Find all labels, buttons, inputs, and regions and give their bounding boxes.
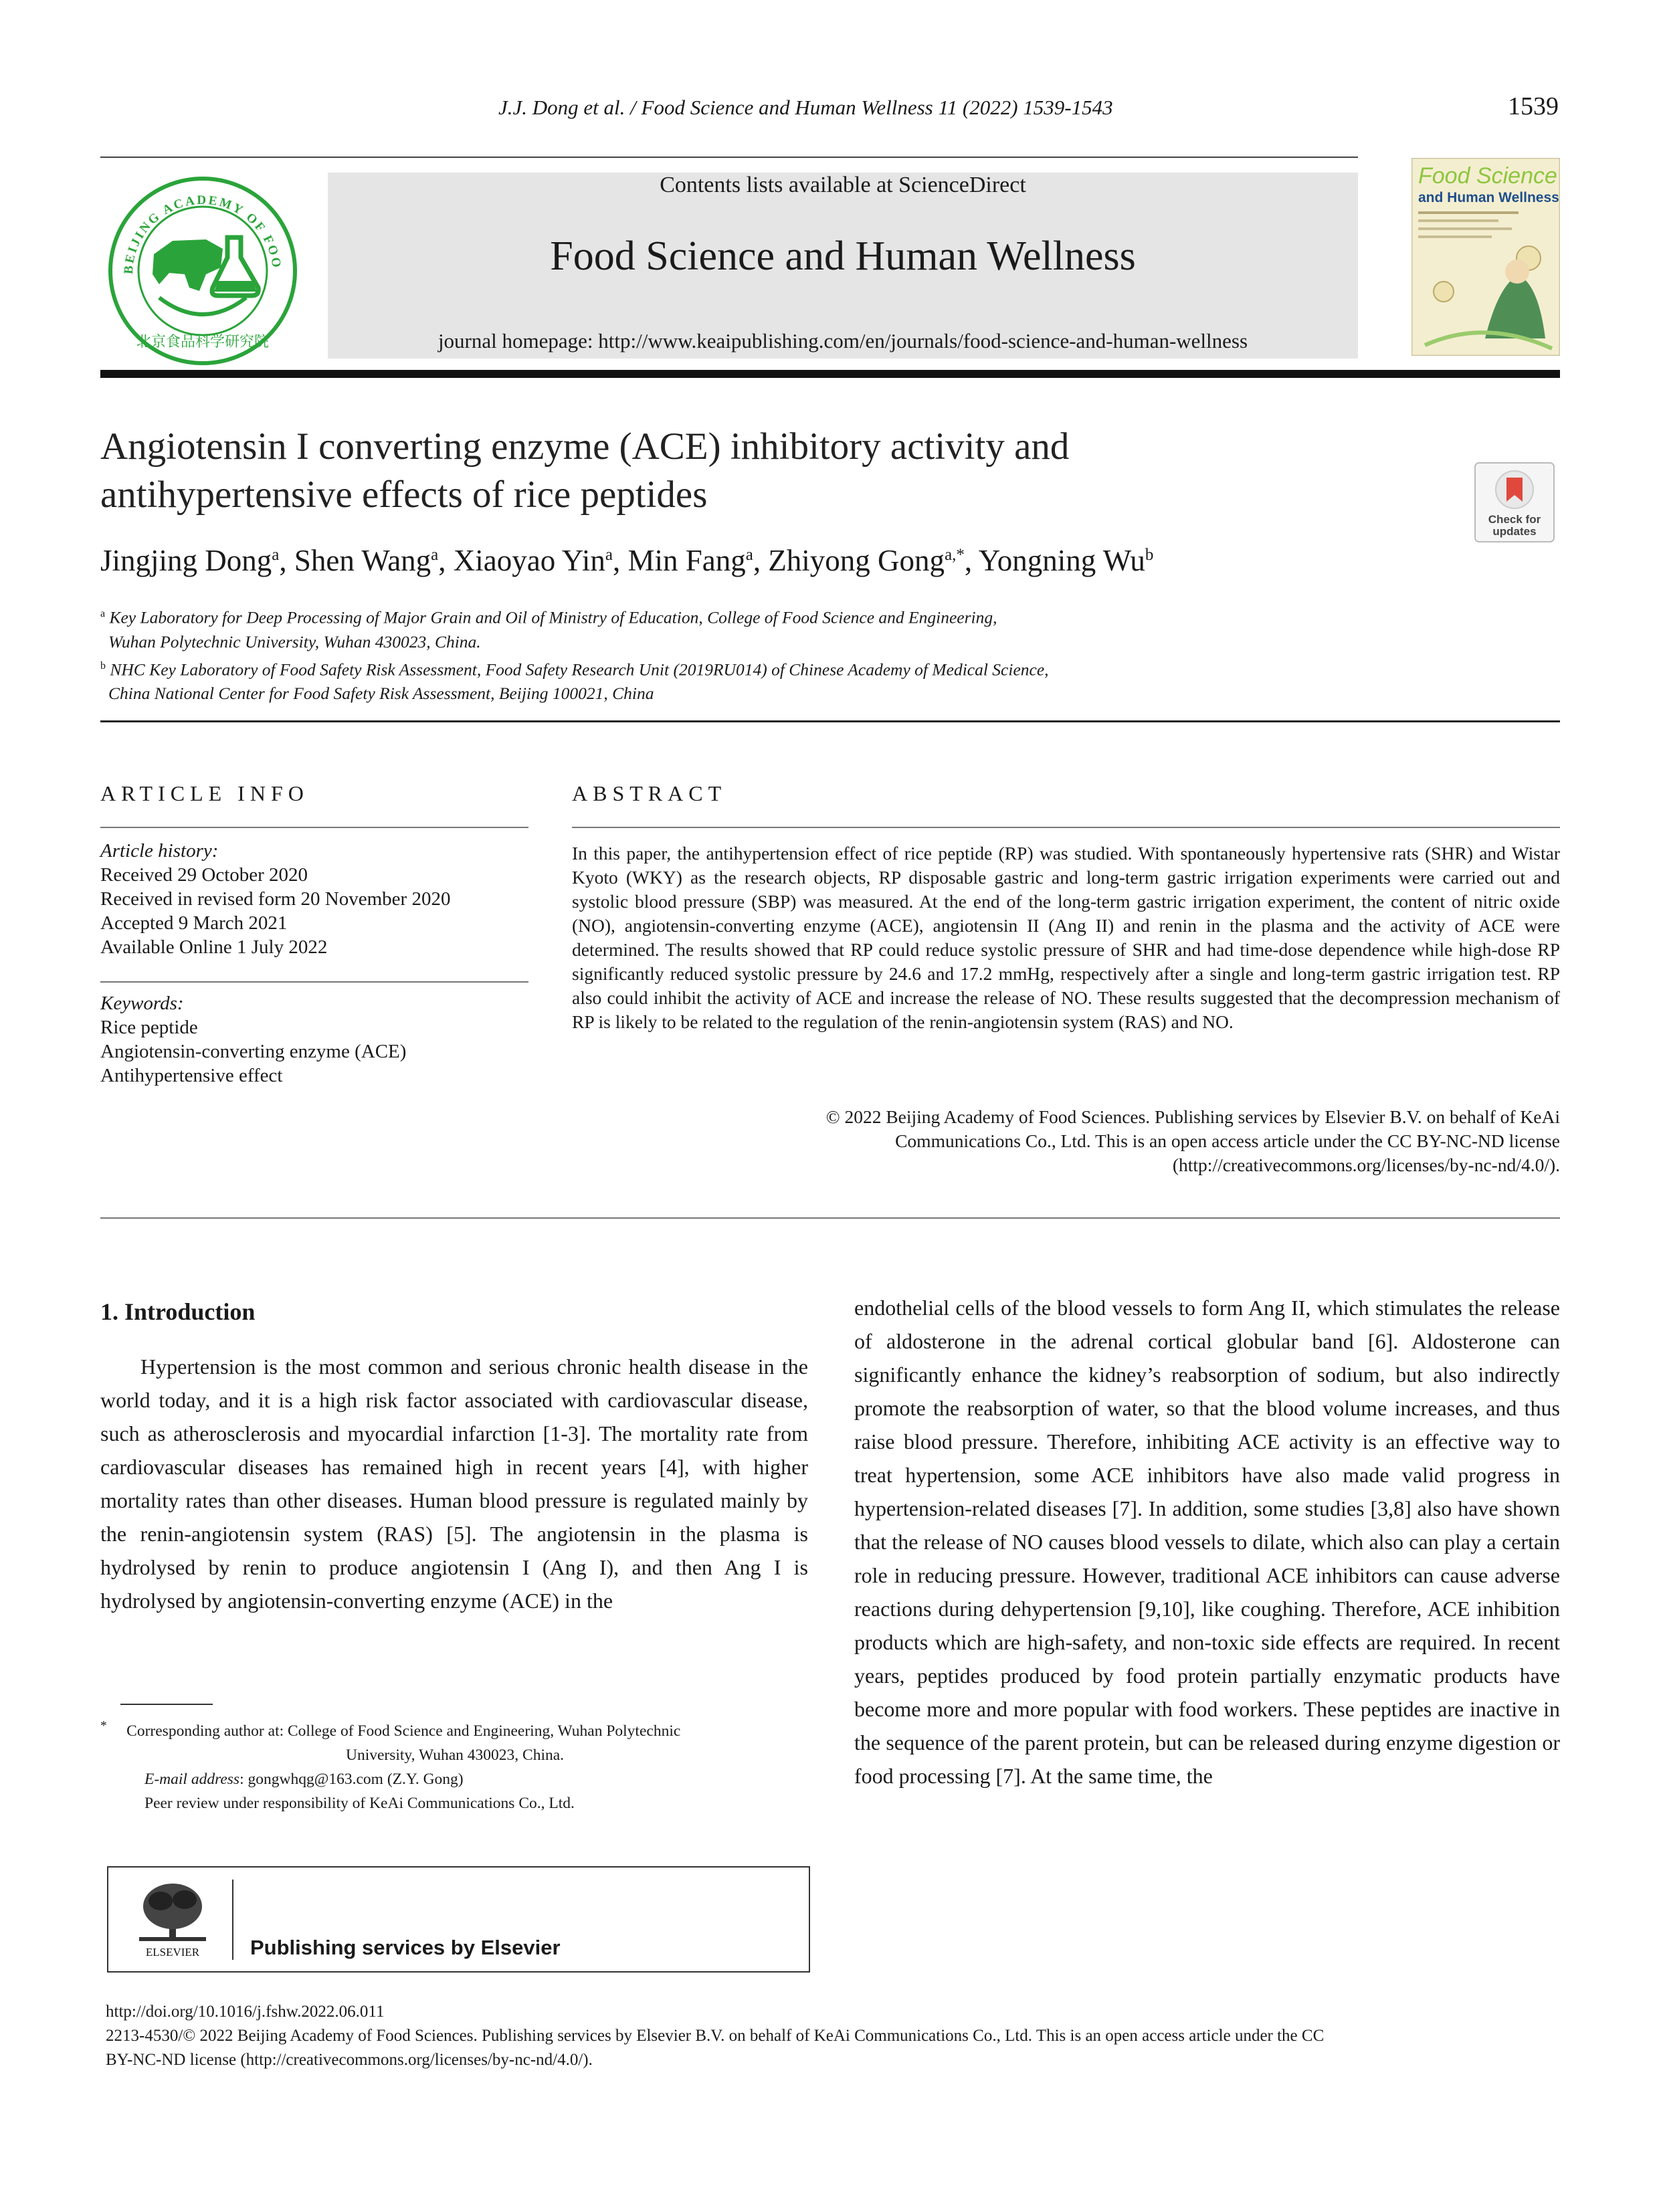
elsevier-wordmark: ELSEVIER <box>145 1946 200 1958</box>
article-title <box>100 423 1371 519</box>
affiliation-rule <box>100 720 1560 722</box>
abstract-text: In this paper, the antihypertension effect of rice peptide (RP) was studied. With spontaneously hypertensive rats (SHR) and Wistar Kyoto (WKY) as the research objects, RP disposable gastric and long-term gastric irrigation experiments were carried out and systolic blood pressure (SBP) was measured. At the end of the long-term gastric irrigation experiment, the content of nitric oxide (NO), angiotensin-converting enzyme (ACE), angiotensin II (Ang II) and renin in the plasma and the activity of ACE were determined. The results showed that RP could reduce systolic pressure of SHR and had time-dose dependence while high-dose RP significantly reduced systolic pressure by 24.6 and 17.2 mmHg, respectively after a single and long-term gastric irrigation test. RP also could inhibit the activity of ACE and increase the release of NO. These results suggested that the decompression mechanism of RP is likely to be related to the regulation of the renin-angiotensin system (RAS) and NO. <box>572 843 1560 1032</box>
affiliation-a: $^a$ Key Laboratory for Deep Processing of Major Grain and Oil of Ministry of Education, College of Food Science and Engineering, <box>100 607 997 627</box>
keyword-item[interactable]: Rice peptide <box>100 1017 198 1038</box>
issn-line-1: 2213-4530/© 2022 Beijing Academy of Food Sciences. Publishing services by Elsevier B.V. on behalf of KeAi Communications Co., Ltd. This is an open access article under the CC <box>106 2027 1325 2045</box>
publishing-services-text: Publishing services by Elsevier <box>250 1936 561 1959</box>
issn-line-2: BY-NC-ND license (http://creativecommons.org/licenses/by-nc-nd/4.0/). <box>106 2051 593 2069</box>
abstract-end-rule <box>100 1217 1560 1219</box>
license-link[interactable]: (http://creativecommons.org/licenses/by-nc-nd/4.0/). <box>1172 1154 1560 1175</box>
history-accepted: Accepted 9 March 2021 <box>100 912 288 934</box>
history-online: Available Online 1 July 2022 <box>100 936 328 958</box>
author[interactable]: Zhiyong Gong$^{a,*}$ <box>768 544 965 577</box>
abstract-rule <box>572 827 1560 828</box>
affiliations <box>100 602 1371 706</box>
page-number: 1539 <box>1508 92 1559 120</box>
introduction-heading: 1. Introduction <box>100 1298 256 1325</box>
journal-homepage-link[interactable]: journal homepage: http://www.keaipublishing.com/en/journals/food-science-and-human-wellness <box>437 329 1248 353</box>
history-revised: Received in revised form 20 November 2020 <box>100 888 451 910</box>
doi-link[interactable]: http://doi.org/10.1016/j.fshw.2022.06.011 <box>106 2003 385 2021</box>
introduction-column-1: Hypertension is the most common and serious chronic health disease in the world today, and it is a high risk factor associated with cardiovascular disease, such as atherosclerosis and myocardial infarction [1-3]. The mortality rate from cardiovascular diseases has remained high in recent years [4], with higher mortality rates than other diseases. Human blood pressure is regulated mainly by the renin-angiotensin system (RAS) [5]. The angiotensin in the plasma is hydrolysed by renin to produce angiotensin I (Ang I), and then Ang I is hydrolysed by angiotensin-converting enzyme (ACE) in the <box>100 1354 808 1613</box>
title-line-1: Angiotensin I converting enzyme (ACE) inhibitory activity and <box>100 425 1070 468</box>
contents-line: Contents lists available at ScienceDirect <box>660 173 1026 197</box>
crossmark-label-1: Check for <box>1488 513 1541 526</box>
author[interactable]: Xiaoyao Yin$^a$ <box>453 544 613 577</box>
info-rule <box>100 827 528 828</box>
header-rule <box>100 157 1358 158</box>
author[interactable]: Shen Wang$^a$ <box>294 544 439 577</box>
peer-review-note: Peer review under responsibility of KeAi Communications Co., Ltd. <box>144 1794 575 1812</box>
author[interactable]: Jingjing Dong$^a$ <box>100 544 280 577</box>
article-info-heading: ARTICLE INFO <box>100 781 309 805</box>
author[interactable]: Yongning Wu$^b$ <box>978 544 1154 577</box>
affiliation-b-line2: China National Center for Food Safety Risk Assessment, Beijing 100021, China <box>108 684 654 703</box>
keywords <box>100 991 528 1088</box>
introduction-column-2: endothelial cells of the blood vessels to form Ang II, which stimulates the release of aldosterone in the adrenal cortical globular band [6]. Aldosterone can significantly enhance the kidney’s reabsorption of sodium, but also indirectly promote the reabsorption of water, so that the blood volume increases, and thus raise blood pressure. Therefore, inhibiting ACE activity is an effective way to treat hypertension, some ACE inhibitors have also made valid progress in hypertension-related diseases [7]. In addition, some studies [3,8] also have shown that the release of NO causes blood vessels to dilate, which also can play a certain role in reducing pressure. However, traditional ACE inhibitors can cause adverse reactions during dehypertension [9,10], like coughing. Therefore, ACE inhibition products which are high-safety, and non-toxic side effects are required. In recent years, peptides produced by food protein partially enzymatic products have become more and more popular with food workers. These peptides are inactive in the sequence of the parent protein, but can be released during enzyme digestion or food processing [7]. At the same time, the <box>854 1296 1560 1788</box>
title-line-2: antihypertensive effects of rice peptides <box>100 474 708 516</box>
author[interactable]: Min Fang$^a$ <box>627 544 753 577</box>
email-line[interactable]: E-mail address: gongwhqg@163.com (Z.Y. Gong) <box>144 1770 464 1788</box>
history-received: Received 29 October 2020 <box>100 864 308 886</box>
journal-masthead <box>328 173 1358 359</box>
seal-ring-text: BEIJING ACADEMY OF FOO <box>121 193 284 275</box>
affiliation-b: $^b$ NHC Key Laboratory of Food Safety Risk Assessment, Food Safety Research Unit (2019RU014) of Chinese Academy of Medical Science, <box>100 660 1049 679</box>
keywords-rule <box>100 981 528 983</box>
running-citation: J.J. Dong et al. / Food Science and Human Wellness 11 (2022) 1539-1543 <box>498 96 1113 119</box>
footnote-rule <box>120 1704 213 1705</box>
journal-title: Food Science and Human Wellness <box>550 233 1136 279</box>
journal-cover-image <box>1411 158 1560 356</box>
cover-title-line2: and Human Wellness <box>1418 190 1559 205</box>
keyword-item[interactable]: Antihypertensive effect <box>100 1065 283 1086</box>
academy-seal-logo <box>106 174 300 368</box>
publisher-divider <box>232 1880 233 1960</box>
running-header <box>100 92 1559 129</box>
affiliation-a-line2: Wuhan Polytechnic University, Wuhan 430023, China. <box>108 631 481 651</box>
article-history <box>100 839 528 959</box>
history-label: Article history: <box>100 840 219 862</box>
corresponding-author-footnote: * Corresponding author at: College of Food Science and Engineering, Wuhan Polytechnic University, Wuhan 430023, China. E-mail address: gongwhqg@163.com (Z.Y. Gong) Peer review under responsibility of KeAi Communications Co., Ltd. <box>100 1714 809 1815</box>
masthead-rule <box>100 370 1560 378</box>
author-list: Jingjing Dong$^a$, Shen Wang$^a$, Xiaoyao Yin$^a$, Min Fang$^a$, Zhiyong Gong$^{a,*}$, Yongning Wu$^b$ <box>100 544 1154 577</box>
bottom-metadata <box>106 2000 1561 2072</box>
elsevier-tree-icon <box>134 1880 213 1958</box>
check-for-updates-button[interactable] <box>1474 462 1555 543</box>
seal-chinese-text: 北京食品科学研究院 <box>136 334 270 350</box>
crossmark-label-2: updates <box>1492 525 1537 538</box>
abstract-copyright: © 2022 Beijing Academy of Food Sciences. Publishing services by Elsevier B.V. on behalf of KeAi Communications Co., Ltd. This is an open access article under the CC BY-NC-ND license (http://creativecommons.org/licenses/by-nc-nd/4.0/). <box>572 1105 1560 1177</box>
cover-title-line1: Food Science <box>1418 163 1557 189</box>
abstract-heading: ABSTRACT <box>572 781 727 805</box>
keywords-label: Keywords: <box>100 993 184 1014</box>
publisher-box <box>107 1866 810 1973</box>
keyword-item[interactable]: Angiotensin-converting enzyme (ACE) <box>100 1041 407 1062</box>
